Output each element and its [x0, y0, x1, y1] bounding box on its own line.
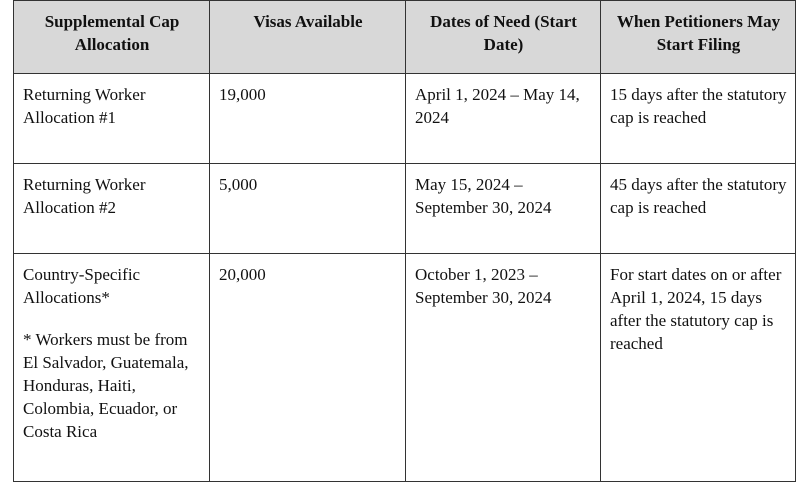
header-dates-of-need: Dates of Need (Start Date): [406, 1, 601, 74]
cell-dates: October 1, 2023 – September 30, 2024: [406, 254, 601, 482]
cell-filing: For start dates on or after April 1, 2024, 15 days after the statutory cap is reached: [601, 254, 796, 482]
cell-allocation: Returning Worker Allocation #2: [14, 164, 210, 254]
header-allocation: Supplemental Cap Allocation: [14, 1, 210, 74]
header-visas-available: Visas Available: [210, 1, 406, 74]
cell-allocation: Returning Worker Allocation #1: [14, 74, 210, 164]
cell-filing: 15 days after the statutory cap is reached: [601, 74, 796, 164]
header-filing-start: When Petitioners May Start Filing: [601, 1, 796, 74]
cell-dates: April 1, 2024 – May 14, 2024: [406, 74, 601, 164]
table-row: [14, 254, 796, 482]
cell-visas: 5,000: [210, 164, 406, 254]
document-page: [13, 0, 796, 482]
cell-dates: May 15, 2024 – September 30, 2024: [406, 164, 601, 254]
cell-filing: 45 days after the statutory cap is reached: [601, 164, 796, 254]
allocation-name: Country-Specific Allocations*: [23, 265, 141, 307]
cell-visas: 19,000: [210, 74, 406, 164]
supplemental-cap-table: [13, 0, 796, 482]
table-row: [14, 164, 796, 254]
cell-visas: 20,000: [210, 254, 406, 482]
cell-allocation: [14, 254, 210, 482]
table-header-row: [14, 1, 796, 74]
allocation-footnote: * Workers must be from El Salvador, Guatemala, Honduras, Haiti, Colombia, Ecuador, or Costa Rica: [23, 330, 189, 441]
table-row: [14, 74, 796, 164]
